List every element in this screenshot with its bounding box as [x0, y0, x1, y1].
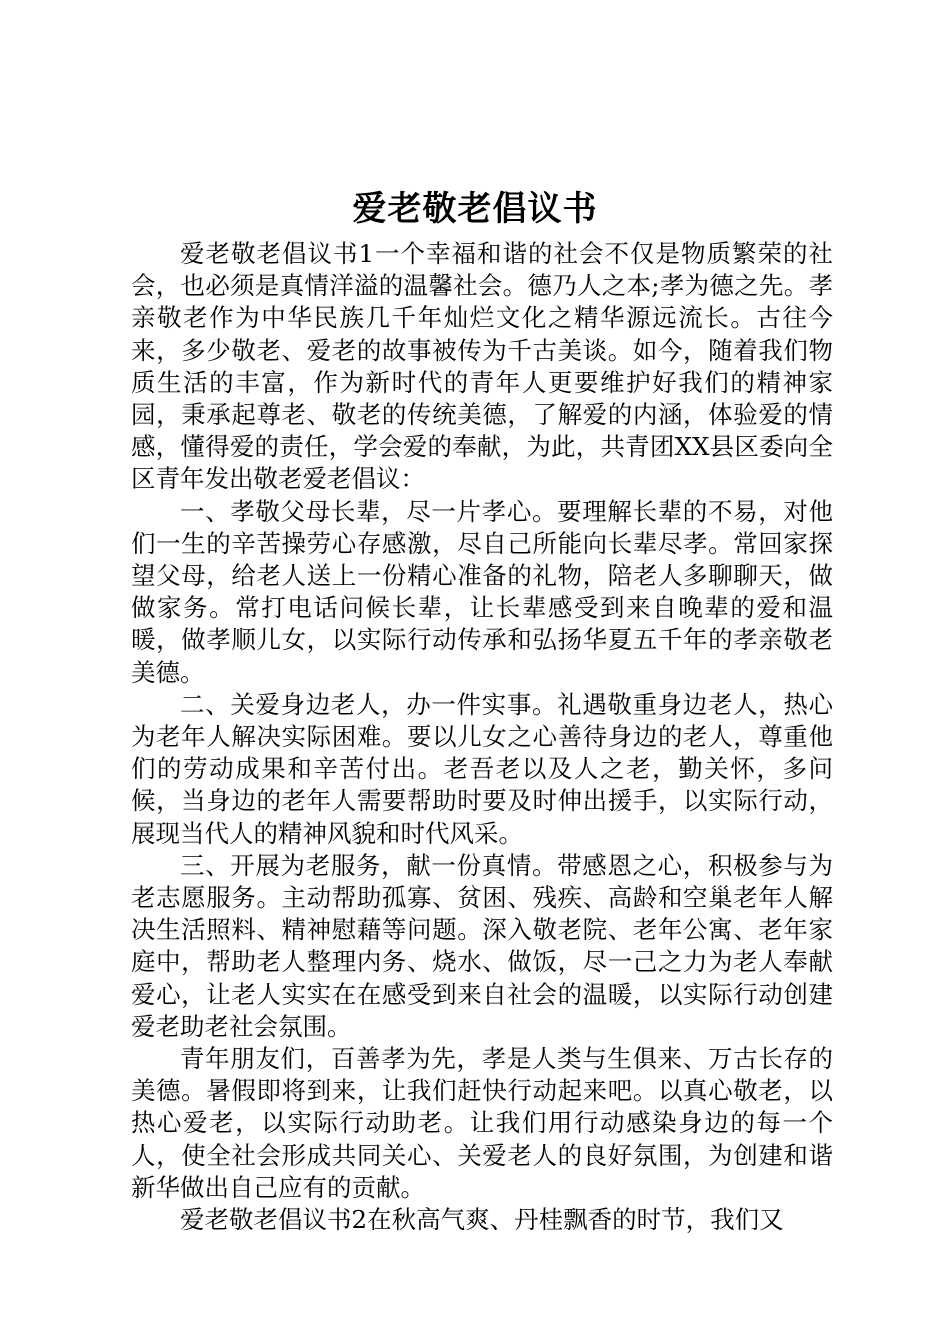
document-body [131, 238, 833, 1236]
document-title: 爱老敬老倡议书 [352, 189, 598, 229]
paragraph-second-proposal: 爱老敬老倡议书2在秋高气爽、丹桂飘香的时节，我们又 [180, 1205, 784, 1235]
paragraph-point-2: 二、关爱身边老人，办一件实事。礼遇敬重身边老人，热心为老年人解决实际困难。要以儿女之心善待身边的老人，尊重他们的劳动成果和辛苦付出。老吾老以及人之老，勤关怀，多问候，当身边的老年人需要帮助时要及时伸出援手，以实际行动，展现当代人的精神风貌和时代风采。 [131, 689, 833, 848]
paragraph-intro: 爱老敬老倡议书1一个幸福和谐的社会不仅是物质繁荣的社会，也必须是真情洋溢的温馨社会。德乃人之本;孝为德之先。孝亲敬老作为中华民族几千年灿烂文化之精华源远流长。古往今来，多少敬老、爱老的故事被传为千古美谈。如今，随着我们物质生活的丰富，作为新时代的青年人更要维护好我们的精神家园，秉承起尊老、敬老的传统美德，了解爱的内涵，体验爱的情感，懂得爱的责任，学会爱的奉献，为此，共青团XX县区委向全区青年发出敬老爱老倡议： [131, 239, 833, 494]
paragraph-point-1: 一、孝敬父母长辈，尽一片孝心。要理解长辈的不易，对他们一生的辛苦操劳心存感激，尽自己所能向长辈尽孝。常回家探望父母，给老人送上一份精心准备的礼物，陪老人多聊聊天，做做家务。常打电话问候长辈，让长辈感受到来自晚辈的爱和温暖，做孝顺儿女，以实际行动传承和弘扬华夏五千年的孝亲敬老美德。 [131, 496, 833, 687]
paragraph-closing: 青年朋友们，百善孝为先，孝是人类与生俱来、万古长存的美德。暑假即将到来，让我们赶快行动起来吧。以真心敬老，以热心爱老，以实际行动助老。让我们用行动感染身边的每一个人，使全社会形成共同关心、关爱老人的良好氛围，为创建和谐新华做出自己应有的贡献。 [131, 1044, 833, 1202]
paragraph-point-3: 三、开展为老服务，献一份真情。带感恩之心，积极参与为老志愿服务。主动帮助孤寡、贫困、残疾、高龄和空巢老年人解决生活照料、精神慰藉等问题。深入敬老院、老年公寓、老年家庭中，帮助老人整理内务、烧水、做饭，尽一己之力为老人奉献爱心，让老人实实在在感受到来自社会的温暖，以实际行动创建爱老助老社会氛围。 [131, 850, 833, 1041]
